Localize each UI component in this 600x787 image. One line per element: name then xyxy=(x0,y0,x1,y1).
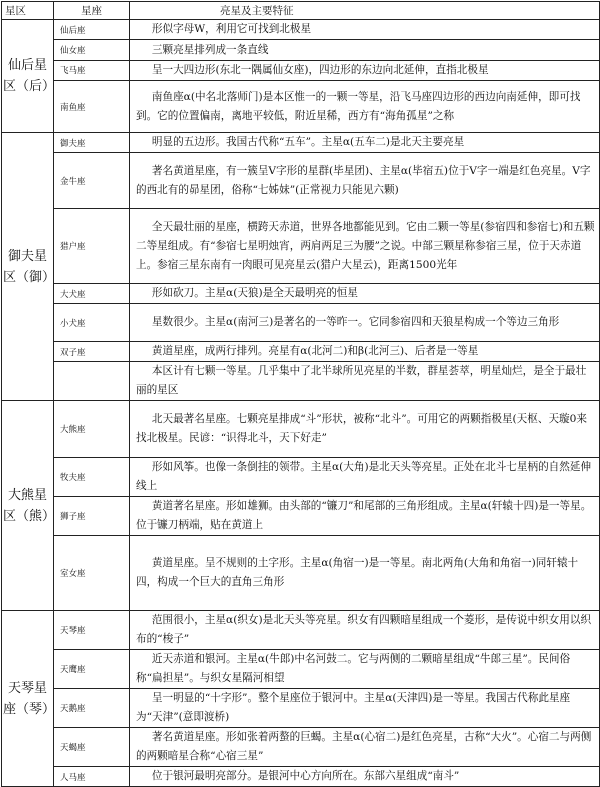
constellation-name: 天鹅座 xyxy=(54,689,130,728)
header-constellation: 星座 xyxy=(54,2,130,20)
constellation-desc: 北天最著名星座。七颗亮星排成“斗”形状，被称“北斗”。可用它的两颗指极星(天枢、天璇0来找北极星。民谚：“识得北斗，天下好走” xyxy=(130,401,600,458)
table-row xyxy=(2,536,600,611)
table-row xyxy=(2,650,600,689)
constellation-desc: 南鱼座α(中名北落师门)是本区惟一的一颗一等星，沿飞马座四边形的西边向南延伸，即可找到。它的位置偏南，离地平较低，附近星稀，西方有“海角孤星”之称 xyxy=(130,81,600,133)
constellation-name: 室女座 xyxy=(54,536,130,611)
table-row xyxy=(2,284,600,304)
constellation-desc: 明显的五边形。我国古代称“五车”。主星α(五车二)是北天主要亮星 xyxy=(130,133,600,153)
table-row xyxy=(2,728,600,767)
constellation-name: 御夫座 xyxy=(54,133,130,153)
zone-lyra: 天琴星座（琴） xyxy=(2,611,54,787)
constellation-name: 狮子座 xyxy=(54,497,130,536)
zone-summary: 本区计有七颗一等星。几乎集中了北半球所见亮星的半数，群星荟萃，明星灿烂，是全于最壮丽的星区 xyxy=(130,362,600,401)
constellation-name: 小犬座 xyxy=(54,304,130,342)
constellation-name: 双子座 xyxy=(54,342,130,362)
zone-ursa-major: 大熊星区（熊） xyxy=(2,401,54,611)
zone-cassiopeia: 仙后星区（后） xyxy=(2,20,54,133)
constellation-desc: 形似字母W，利用它可找到北极星 xyxy=(130,20,600,40)
constellation-desc: 三颗亮星排列成一条直线 xyxy=(130,40,600,60)
constellation-desc: 著名黄道星座，有一簇呈V字形的星群(毕星团)、主星α(毕宿五)位于V字一端是红色亮星。V字的西北有的昴星团，俗称“七姊妹”(正常视力只能见六颗) xyxy=(130,153,600,209)
constellation-desc: 呈一明显的“十字形”。整个星座位于银河中。主星α(天津四)是一等星。我国古代称此星座为“天津”(意即渡桥) xyxy=(130,689,600,728)
constellation-desc: 著名黄道星座。形如张着两螯的巨蝎。主星α(心宿二)是红色亮星，古称“大火”。心宿二与两侧的两颗暗星合称“心宿三星” xyxy=(130,728,600,767)
constellation-name: 南鱼座 xyxy=(54,81,130,133)
table-row xyxy=(2,153,600,209)
constellation-name xyxy=(54,362,130,401)
constellation-desc: 位于银河最明亮部分。是银河中心方向所在。东部六星组成“南斗” xyxy=(130,767,600,787)
constellation-name: 飞马座 xyxy=(54,60,130,80)
constellation-desc: 呈一大四边形(东北一隅属仙女座)，四边形的东边向北延伸，直指北极星 xyxy=(130,60,600,80)
constellation-name: 大犬座 xyxy=(54,284,130,304)
constellation-name: 人马座 xyxy=(54,767,130,787)
header-features: 亮星及主要特征 xyxy=(130,2,600,20)
constellation-desc: 形如砍刀。主星α(天狼)是全天最明亮的恒星 xyxy=(130,284,600,304)
constellation-desc: 黄道著名星座。形如雄狮。由头部的“镰刀”和尾部的三角形组成。主星α(轩辕十四)是一等星。位于镰刀柄端，贴在黄道上 xyxy=(130,497,600,536)
table-row xyxy=(2,458,600,497)
constellation-name: 仙后座 xyxy=(54,20,130,40)
constellation-desc: 近天赤道和银河。主星α(牛郎)中名河鼓二。它与两侧的二颗暗星组成“牛郎三星”。民间俗称“扁担星”。与织女星隔河相望 xyxy=(130,650,600,689)
constellation-name: 天琴座 xyxy=(54,611,130,650)
table-row xyxy=(2,401,600,458)
table-row xyxy=(2,304,600,342)
constellation-name: 大熊座 xyxy=(54,401,130,458)
constellation-name: 猎户座 xyxy=(54,209,130,284)
constellation-table xyxy=(1,1,600,787)
constellation-desc: 形如风筝。也像一条倒挂的领带。主星α(大角)是北天头等亮星。正处在北斗七星柄的自然延伸线上 xyxy=(130,458,600,497)
zone-auriga: 御夫星区（御） xyxy=(2,133,54,401)
table-row xyxy=(2,767,600,787)
constellation-name: 金牛座 xyxy=(54,153,130,209)
table-row xyxy=(2,611,600,650)
table-row xyxy=(2,497,600,536)
table-row xyxy=(2,689,600,728)
constellation-name: 牧夫座 xyxy=(54,458,130,497)
table-row xyxy=(2,20,600,40)
constellation-desc: 全天最壮丽的星座，横跨天赤道，世界各地都能见到。它由二颗一等星(参宿四和参宿七)和五颗二等星组成。有“参宿七星明烛宵，两肩两足三为腰”之说。中部三颗星称参宿三星，位于天赤道上。参宿三星东南有一肉眼可见亮星云(猎户大星云)，距离1500光年 xyxy=(130,209,600,284)
table-header-row xyxy=(2,2,600,20)
constellation-desc: 星数很少。主星α(南河三)是著名的一等昨一。它同参宿四和天狼星构成一个等边三角形 xyxy=(130,304,600,342)
constellation-desc: 黄道星座。呈不规则的土字形。主星α(角宿一)是一等星。南北两角(大角和角宿一)同轩辕十四，构成一个巨大的直角三角形 xyxy=(130,536,600,611)
table-row xyxy=(2,209,600,284)
table-row xyxy=(2,81,600,133)
header-zone: 星区 xyxy=(2,2,54,20)
table-row xyxy=(2,362,600,401)
constellation-name: 仙女座 xyxy=(54,40,130,60)
table-row xyxy=(2,133,600,153)
table-row xyxy=(2,60,600,80)
constellation-name: 天鹰座 xyxy=(54,650,130,689)
table-row xyxy=(2,40,600,60)
constellation-desc: 范围很小，主星α(织女)是北天头等亮星。织女有四颗暗星组成一个菱形，是传说中织女用以织布的“梭子” xyxy=(130,611,600,650)
table-row xyxy=(2,342,600,362)
constellation-desc: 黄道星座，成两行排列。亮星有α(北河二)和β(北河三)、后者是一等星 xyxy=(130,342,600,362)
constellation-name: 天蝎座 xyxy=(54,728,130,767)
